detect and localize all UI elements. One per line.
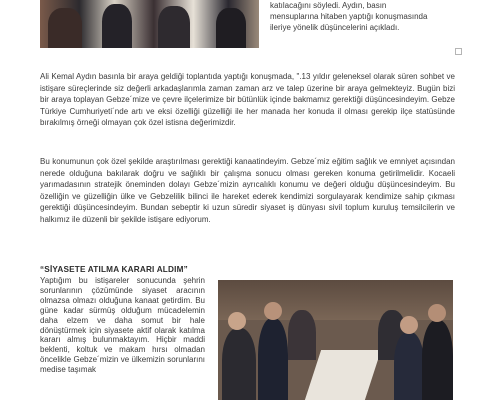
photo-face xyxy=(400,316,418,334)
paragraph-2: Bu konumunun çok özel şekilde araştırılması gerektiği kanaatindeyim. Gebze´miz eğitim sağlık ve emniyet açısından nerede olduğuna bakılarak doğru ve sağlıklı bir çalışma sonucu olması gereken konuma getirilmelidir. Kocaeli yarımadasının stratejik öneminden dolayı Gebze´mizin ayrıcalıklı konumu ve değeri olduğu düşüncesindeyim. Bu özelliğin ve güzelliğin ülke ve Gebzelilik bilinci ile hareket ederek kendimizi sorgulayarak kendimize sahip çıkması gerektiği düşüncesindeyim. Bundan sebeptir ki uzun süredir siyaset iş dünyası sivil toplum kuruluş temsilcilerin ve halkımız ile düzenli bir şekilde istişare ediyorum. xyxy=(40,157,455,224)
photo-person xyxy=(394,332,424,400)
main-photo xyxy=(218,280,453,400)
photo-person xyxy=(102,4,132,48)
section-body: Yaptığım bu istişareler sonucunda şehrin sorunlarının çözümünde siyaset aracının olmazsa olmazı olduğuna kanaat getirdim. Bu güne kadar sürmüş olduğum mücadelemin daha elzem ve daha somut bir hale dönüştürmek için siyasete aktif olarak katılma kararı almış bulunmaktayım. Hiçbir maddi beklenti, koltuk ve makam hırsı olmadan öncelikle Gebze´mizin ve ülkemizin sorunlarını medise taşımak xyxy=(40,276,205,375)
photo-person xyxy=(258,318,288,400)
photo-person xyxy=(222,328,256,400)
photo-background xyxy=(218,280,453,320)
photo-person xyxy=(216,8,246,48)
photo-face xyxy=(428,304,446,322)
checkbox-icon[interactable] xyxy=(455,48,462,55)
section-heading: “SİYASETE ATILMA KARARI ALDIM” xyxy=(40,265,188,274)
photo-face xyxy=(264,302,282,320)
photo-person xyxy=(288,310,316,360)
top-text-line: ileriye yönelik düşüncelerini açıkladı. xyxy=(270,23,400,32)
photo-face xyxy=(228,312,246,330)
top-text-line: mensuplarına hitaben yaptığı konuşmasında xyxy=(270,12,428,21)
top-photo xyxy=(40,0,259,48)
top-text-block xyxy=(270,0,440,33)
photo-person xyxy=(422,320,453,400)
photo-person xyxy=(158,6,190,48)
top-text-line: katılacağını söyledi. Aydın, basın xyxy=(270,1,387,10)
photo-person xyxy=(48,8,82,48)
paragraph-1: Ali Kemal Aydın basınla bir araya geldiği toplantıda yaptığı konuşmada, ".13 yıldır geleneksel olarak süren sohbet ve istişare süreçlerinde siz değerli arkadaşlarımla zaman zaman arz ve talep üzerine bir araya gelmekteyiz. Bugün bizi bir araya toplayan Gebze´mize ve çevre ilçelerimize bir bütünlük içinde bakmamız gerektiği düşüncesindeyim. Gebze Türkiye Cumhuriyeti´nde artı ve eksi özelliği güzelliği ile her manada her konuda il olması gerekip ilçe statüsünde bırakılmış örneği olmayan çok özel istisna değerimizdir. xyxy=(40,72,455,128)
photo-table xyxy=(305,350,381,400)
